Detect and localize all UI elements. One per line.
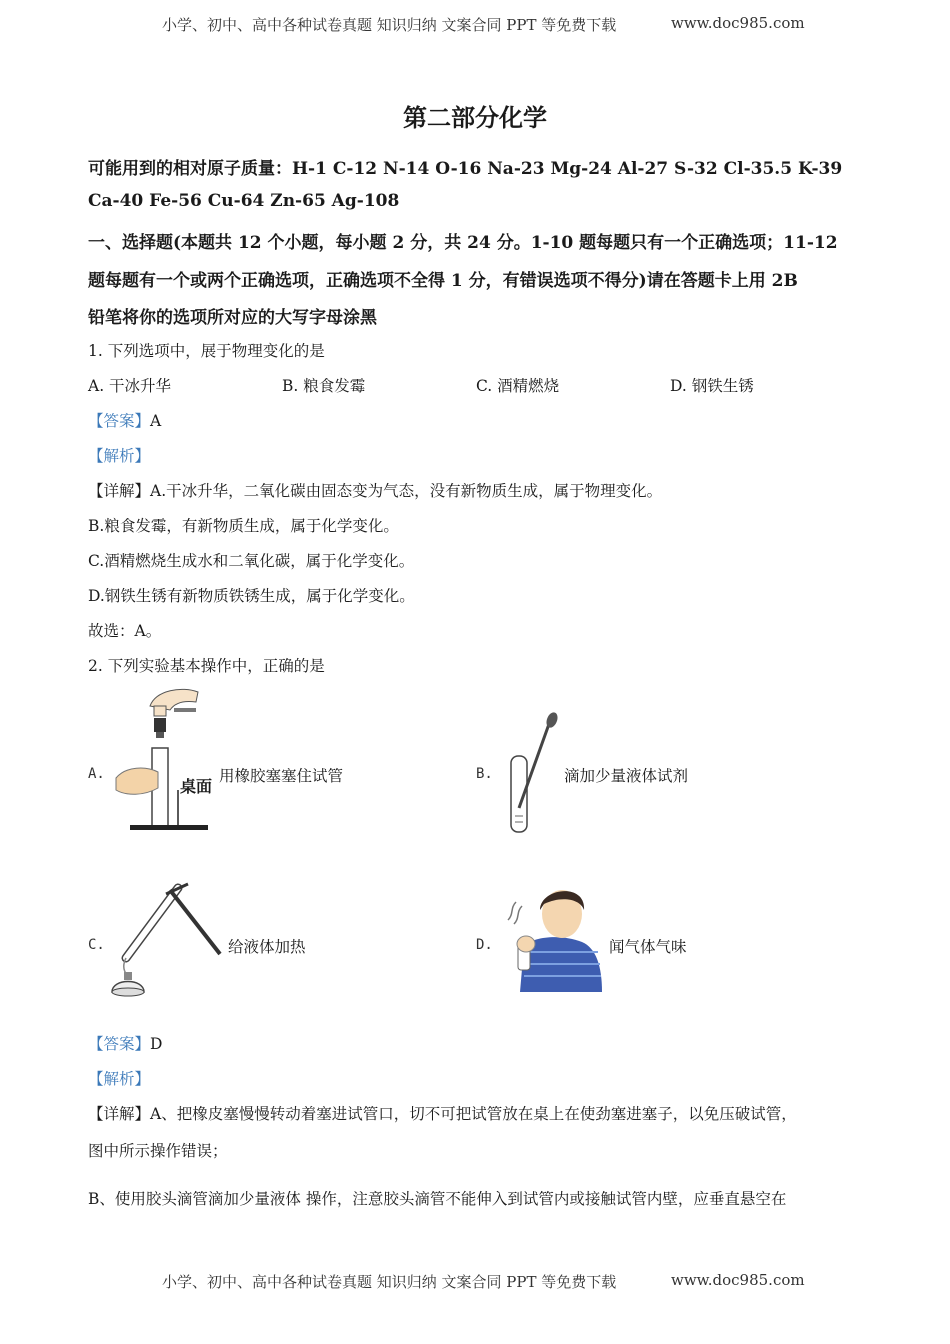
footer-url[interactable]: www.doc985.com (671, 1271, 805, 1289)
heating-liquid-illustration (108, 880, 228, 1000)
section-heading-line-3: 铅笔将你的选项所对应的大写字母涂黑 (88, 308, 377, 328)
detail-tag: 【详解】 (88, 1105, 151, 1123)
q1-detail-line-2: B.粮食发霉，有新物质生成，属于化学变化。 (88, 517, 399, 535)
q1-option-a: A. 干冰升华 (88, 377, 172, 395)
q2-detail-line-2: 图中所示操作错误； (88, 1142, 228, 1160)
q2-stem: 2. 下列实验基本操作中，正确的是 (88, 657, 325, 675)
detail-tag: 【详解】 (88, 482, 151, 500)
table-label: 桌面 (180, 777, 213, 796)
detail-text: A.干冰升华，二氧化碳由固态变为气态，没有新物质生成，属于物理变化。 (150, 482, 663, 500)
q2-option-d-letter: D. (476, 937, 493, 953)
q1-stem: 1. 下列选项中，展于物理变化的是 (88, 342, 325, 360)
q1-answer (88, 409, 161, 431)
page-title: 第二部分化学 (403, 103, 547, 132)
q2-option-c-caption: 给液体加热 (228, 938, 306, 956)
q1-option-c: C. 酒精燃烧 (476, 377, 560, 395)
smell-gas-illustration (500, 880, 605, 992)
dropper-test-tube-illustration (505, 712, 565, 837)
q1-option-b: B. 粮食发霉 (282, 377, 366, 395)
stopper-test-tube-illustration (112, 684, 212, 834)
detail-text: A、把橡皮塞慢慢转动着塞进试管口，切不可把试管放在桌上在使劲塞进塞子，以免压破试管， (150, 1105, 797, 1123)
q1-detail-line-3: C.酒精燃烧生成水和二氧化碳，属于化学变化。 (88, 552, 415, 570)
q1-option-d: D. 钢铁生锈 (670, 377, 754, 395)
q1-analysis-tag: 【解析】 (88, 447, 151, 465)
q1-detail-line-4: D.钢铁生锈有新物质铁锈生成，属于化学变化。 (88, 587, 415, 605)
q2-detail-line-3: B、使用胶头滴管滴加少量液体 操作，注意胶头滴管不能伸入到试管内或接触试管内壁，应垂直悬空在 (88, 1190, 787, 1208)
q1-detail-line-1 (88, 479, 662, 501)
section-heading-line-1: 一、选择题(本题共 12 个小题，每小题 2 分，共 24 分。1-10 题每题只有一个正确选项；11-12 (88, 233, 838, 253)
answer-tag: 【答案】 (88, 412, 151, 430)
q2-detail-line-1 (88, 1102, 797, 1124)
q1-detail-line-5: 故选：A。 (88, 622, 162, 640)
q2-option-d-caption: 闻气体气味 (609, 938, 687, 956)
footer-text: 小学、初中、高中各种试卷真题 知识归纳 文案合同 PPT 等免费下载 (162, 1273, 617, 1291)
q2-analysis-tag: 【解析】 (88, 1070, 151, 1088)
q2-option-c-letter: C. (88, 937, 105, 953)
answer-value: D (150, 1035, 163, 1053)
answer-tag: 【答案】 (88, 1035, 151, 1053)
q2-option-b-letter: B. (476, 766, 493, 782)
header-url[interactable]: www.doc985.com (671, 14, 805, 32)
q2-option-a-caption: 用橡胶塞塞住试管 (219, 767, 344, 785)
q2-answer (88, 1032, 162, 1054)
atomic-masses-line-1: 可能用到的相对原子质量：H-1 C-12 N-14 O-16 Na-23 Mg-24 Al-27 S-32 Cl-35.5 K-39 (88, 159, 843, 179)
q2-option-a-letter: A. (88, 766, 105, 782)
header-text: 小学、初中、高中各种试卷真题 知识归纳 文案合同 PPT 等免费下载 (162, 16, 617, 34)
q2-option-b-caption: 滴加少量液体试剂 (564, 767, 689, 785)
section-heading-line-2: 题每题有一个或两个正确选项，正确选项不全得 1 分，有错误选项不得分)请在答题卡上用 2B (88, 271, 798, 291)
atomic-masses-line-2: Ca-40 Fe-56 Cu-64 Zn-65 Ag-108 (88, 191, 400, 211)
answer-value: A (150, 412, 162, 430)
